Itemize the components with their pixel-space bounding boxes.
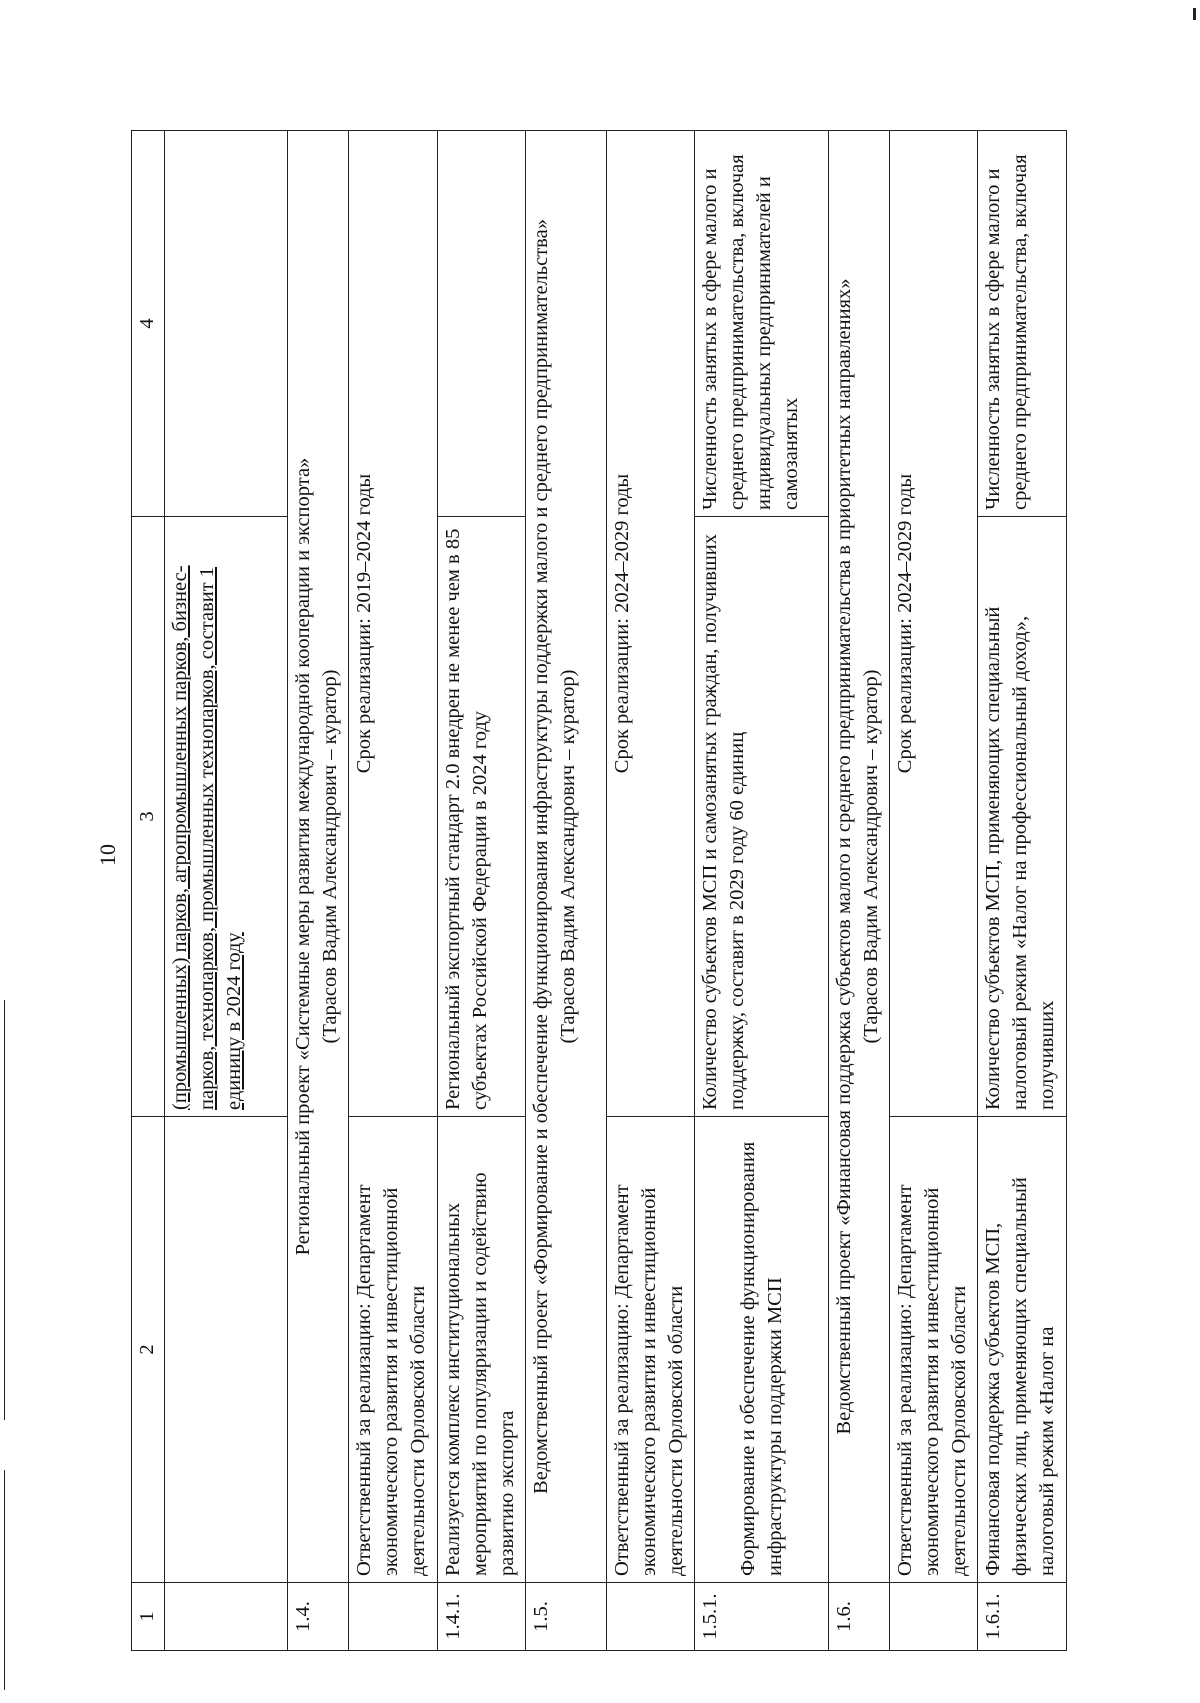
table-row-section: [828, 131, 889, 1651]
row-cell-col3: [164, 517, 287, 1117]
document-table: [131, 130, 1067, 1651]
row-number: [349, 1583, 438, 1651]
row-number: 1.5.: [526, 1583, 606, 1651]
header-col-2: 2: [132, 1117, 165, 1583]
table-row-section: [288, 131, 349, 1651]
responsible-cell: Ответственный за реализацию: Департамент экономического развития и инвестиционной деятельности Орловской области: [889, 1117, 978, 1583]
header-col-3: 3: [132, 517, 165, 1117]
section-curator: (Тарасов Вадим Александрович – куратор): [319, 669, 342, 1044]
table-row: [437, 131, 526, 1651]
row-text: (промышленных) парков, агропромышленных парков, бизнес-парков, технопарков, промышленных технопарков, составит 1 единицу в 2024 году: [168, 565, 246, 1110]
responsible-cell: Ответственный за реализацию: Департамент экономического развития и инвестиционной деятельности Орловской области: [606, 1117, 695, 1583]
indicator-cell: Численность занятых в сфере малого и среднего предпринимательства, включая индивидуальных предпринимателей и самозанятых: [695, 131, 829, 517]
activity-cell: Реализуется комплекс институциональных мероприятий по популяризации и содействию развитию экспорта: [437, 1117, 526, 1583]
table-row: [349, 131, 438, 1651]
section-title-cell: [828, 131, 889, 1583]
table-row: [606, 131, 695, 1651]
row-cell-col2: [164, 1117, 287, 1583]
row-number: 1.5.1.: [695, 1583, 829, 1651]
margin-line-top: [4, 1000, 5, 1420]
section-title: Ведомственный проект «Формирование и обеспечение функционирования инфраструктуры поддержки малого и среднего предпринимательства»: [530, 219, 553, 1494]
row-number: 1.4.: [288, 1583, 349, 1651]
section-curator: (Тарасов Вадим Александрович – куратор): [860, 669, 882, 1044]
term-cell: Срок реализации: 2024–2029 годы: [889, 131, 978, 1117]
term-cell: Срок реализации: 2024–2029 годы: [606, 131, 695, 1117]
result-cell: Количество субъектов МСП, применяющих специальный налоговый режим «Налог на профессиональный доход», получивших: [978, 517, 1067, 1117]
table-row: [889, 131, 978, 1651]
table-row: [978, 131, 1067, 1651]
result-cell: Региональный экспортный стандарт 2.0 внедрен не менее чем в 85 субъектах Российской Федерации в 2024 году: [437, 517, 526, 1117]
margin-line-bottom: [4, 1470, 5, 1690]
page-number: 10: [95, 844, 120, 866]
row-number: 1.6.: [828, 1583, 889, 1651]
rotated-table-wrapper: [131, 131, 1067, 1651]
row-number: [164, 1583, 287, 1651]
section-title-cell: [526, 131, 606, 1583]
table-row-section: [526, 131, 606, 1651]
row-number: 1.6.1.: [978, 1583, 1067, 1651]
corner-mark: [1193, 8, 1196, 20]
term-cell: Срок реализации: 2019–2024 годы: [349, 131, 438, 1117]
section-title-cell: [288, 131, 349, 1583]
table-row: [695, 131, 829, 1651]
row-cell-col4: [164, 131, 287, 517]
indicator-cell: [437, 131, 526, 517]
section-curator: (Тарасов Вадим Александрович – куратор): [557, 669, 580, 1044]
table-header-row: [132, 131, 165, 1651]
section-title: Региональный проект «Системные меры развития международной кооперации и экспорта»: [292, 457, 315, 1256]
section-title: Ведомственный проект «Финансовая поддержка субъектов малого и среднего предпринимательства в приоритетных направлениях»: [832, 278, 855, 1435]
activity-cell: Формирование и обеспечение функционирования инфраструктуры поддержки МСП: [695, 1117, 829, 1583]
header-col-1: 1: [132, 1583, 165, 1651]
row-number: 1.4.1.: [437, 1583, 526, 1651]
responsible-cell: Ответственный за реализацию: Департамент экономического развития и инвестиционной деятельности Орловской области: [349, 1117, 438, 1583]
table-row: [164, 131, 287, 1651]
indicator-cell: Численность занятых в сфере малого и среднего предпринимательства, включая: [978, 131, 1067, 517]
result-cell: Количество субъектов МСП и самозанятых граждан, получивших поддержку, составит в 2029 году 60 единиц: [695, 517, 829, 1117]
header-col-4: 4: [132, 131, 165, 517]
row-number: [889, 1583, 978, 1651]
activity-cell: Финансовая поддержка субъектов МСП, физических лиц, применяющих специальный налоговый режим «Налог на: [978, 1117, 1067, 1583]
row-number: [606, 1583, 695, 1651]
